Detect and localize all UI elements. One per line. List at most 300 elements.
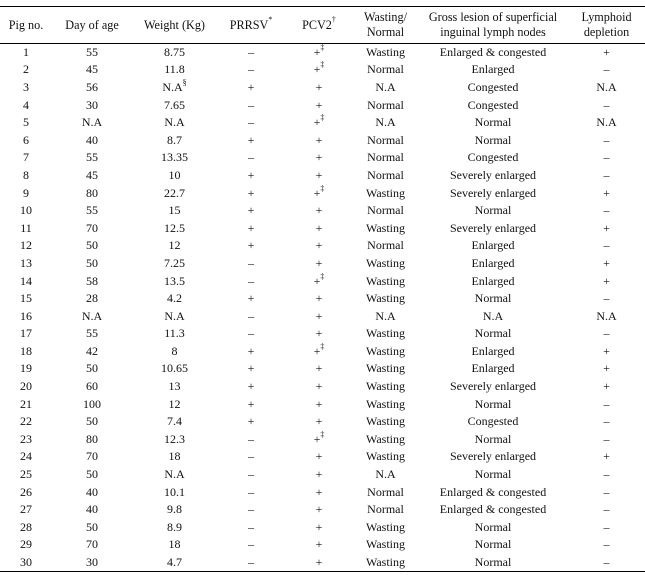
cell-lymphoid-depletion (568, 325, 645, 343)
cell-value: 50 (86, 361, 98, 376)
cell-value: 42 (86, 343, 98, 358)
cell-wasting-normal (353, 167, 418, 185)
cell-value: Wasting (365, 379, 406, 394)
cell-wasting-normal (353, 114, 418, 132)
cell-wasting-normal (353, 431, 418, 449)
cell-value: 4 (23, 97, 29, 112)
cell-value: + (315, 554, 323, 569)
cell-day-of-age (52, 184, 132, 202)
cell-value: + (603, 361, 610, 376)
cell-value: + (247, 238, 255, 253)
cell-value: + (247, 379, 255, 394)
cell-pcv2 (285, 96, 353, 114)
cell-value: 80 (86, 185, 98, 200)
cell-value: + (247, 220, 255, 235)
cell-wasting-normal (353, 554, 418, 572)
cell-value: N.A (164, 308, 185, 323)
cell-gross-lesion (418, 219, 568, 237)
table-row (0, 114, 645, 132)
cell-value: 16 (20, 308, 32, 323)
header-text: PRRSV (229, 17, 269, 32)
footnote-marker: ‡ (320, 60, 325, 70)
cell-value: – (603, 554, 610, 569)
header-wasting-normal (353, 7, 418, 44)
cell-lymphoid-depletion (568, 378, 645, 396)
cell-value: 40 (86, 502, 98, 517)
table-row (0, 96, 645, 114)
cell-wasting-normal (353, 325, 418, 343)
cell-value: + (603, 45, 610, 60)
cell-prrsv (217, 114, 285, 132)
header-prrsv (217, 7, 285, 44)
cell-value: Normal (367, 97, 404, 112)
cell-prrsv (217, 79, 285, 97)
cell-value: 23 (20, 431, 32, 446)
cell-wasting-normal (353, 448, 418, 466)
cell-wasting-normal (353, 219, 418, 237)
cell-gross-lesion (418, 272, 568, 290)
cell-weight (132, 325, 217, 343)
cell-day-of-age (52, 378, 132, 396)
cell-day-of-age (52, 413, 132, 431)
table-row (0, 307, 645, 325)
cell-wasting-normal (353, 483, 418, 501)
cell-weight (132, 184, 217, 202)
cell-value: Severely enlarged (449, 220, 537, 235)
table-row (0, 501, 645, 519)
cell-day-of-age (52, 360, 132, 378)
cell-pig-no (0, 519, 52, 537)
cell-day-of-age (52, 554, 132, 572)
cell-prrsv (217, 167, 285, 185)
cell-lymphoid-depletion (568, 131, 645, 149)
cell-value: Congested (467, 150, 519, 165)
cell-value: Normal (367, 150, 404, 165)
table-row (0, 272, 645, 290)
cell-value: Normal (367, 484, 404, 499)
cell-value: + (315, 308, 323, 323)
cell-value: 11.8 (164, 62, 185, 77)
header-row (0, 7, 645, 44)
cell-wasting-normal (353, 79, 418, 97)
cell-prrsv (217, 96, 285, 114)
table-body (0, 44, 645, 572)
cell-gross-lesion (418, 378, 568, 396)
cell-value: + (315, 79, 323, 94)
cell-value: 55 (86, 326, 98, 341)
cell-weight (132, 149, 217, 167)
cell-pig-no (0, 149, 52, 167)
cell-weight (132, 519, 217, 537)
cell-value: + (315, 220, 323, 235)
cell-value: – (603, 62, 610, 77)
cell-lymphoid-depletion (568, 343, 645, 361)
cell-day-of-age (52, 395, 132, 413)
cell-value: – (248, 115, 254, 130)
cell-gross-lesion (418, 536, 568, 554)
cell-value: 13.5 (164, 273, 185, 288)
cell-pig-no (0, 343, 52, 361)
cell-value: Enlarged (471, 255, 515, 270)
cell-value: 100 (83, 396, 101, 411)
cell-value: N.A (482, 308, 504, 323)
cell-gross-lesion (418, 167, 568, 185)
cell-day-of-age (52, 325, 132, 343)
cell-value: 22.7 (164, 185, 185, 200)
cell-value: 50 (86, 519, 98, 534)
cell-value: 70 (86, 537, 98, 552)
cell-value: – (248, 484, 254, 499)
cell-prrsv (217, 202, 285, 220)
cell-pcv2 (285, 79, 353, 97)
table-row (0, 184, 645, 202)
cell-weight (132, 483, 217, 501)
cell-value: – (248, 273, 254, 288)
cell-value: + (247, 132, 255, 147)
cell-value: + (313, 62, 321, 77)
cell-value: + (313, 115, 321, 130)
cell-value: 7.25 (164, 255, 185, 270)
cell-value: – (248, 519, 254, 534)
cell-wasting-normal (353, 343, 418, 361)
cell-pig-no (0, 431, 52, 449)
cell-value: Normal (474, 326, 512, 341)
cell-pcv2 (285, 466, 353, 484)
cell-pig-no (0, 114, 52, 132)
cell-gross-lesion (418, 61, 568, 79)
footnote-marker: ‡ (320, 271, 325, 281)
cell-pcv2 (285, 184, 353, 202)
cell-value: N.A (375, 79, 396, 94)
table-row (0, 413, 645, 431)
cell-value: Wasting (365, 396, 406, 411)
cell-value: + (247, 167, 255, 182)
cell-day-of-age (52, 343, 132, 361)
header-text: depletion (583, 25, 630, 39)
cell-value: Severely enlarged (449, 379, 537, 394)
cell-pig-no (0, 466, 52, 484)
cell-day-of-age (52, 448, 132, 466)
cell-value: – (603, 150, 610, 165)
cell-value: 12.3 (164, 431, 185, 446)
cell-value: Wasting (365, 537, 406, 552)
cell-prrsv (217, 431, 285, 449)
cell-value: + (315, 449, 323, 464)
cell-pig-no (0, 237, 52, 255)
cell-value: 25 (20, 467, 32, 482)
cell-value: 26 (20, 484, 32, 499)
cell-value: 17 (20, 326, 32, 341)
cell-lymphoid-depletion (568, 167, 645, 185)
cell-value: 50 (86, 255, 98, 270)
cell-value: 50 (86, 467, 98, 482)
cell-value: 1 (23, 45, 29, 60)
cell-prrsv (217, 255, 285, 273)
cell-weight (132, 554, 217, 572)
cell-gross-lesion (418, 202, 568, 220)
cell-pcv2 (285, 237, 353, 255)
cell-gross-lesion (418, 184, 568, 202)
cell-pcv2 (285, 413, 353, 431)
cell-value: 8.7 (167, 132, 182, 147)
cell-gross-lesion (418, 519, 568, 537)
table-row (0, 325, 645, 343)
cell-value: Congested (467, 79, 519, 94)
cell-value: 80 (86, 431, 98, 446)
cell-pig-no (0, 448, 52, 466)
cell-value: 24 (20, 449, 32, 464)
cell-value: Wasting (365, 431, 406, 446)
cell-value: + (247, 185, 255, 200)
cell-value: N.A (375, 308, 396, 323)
cell-weight (132, 272, 217, 290)
cell-weight (132, 413, 217, 431)
cell-lymphoid-depletion (568, 202, 645, 220)
cell-day-of-age (52, 79, 132, 97)
cell-value: + (315, 326, 323, 341)
cell-gross-lesion (418, 307, 568, 325)
cell-value: Enlarged & congested (439, 502, 547, 517)
cell-value: 15 (168, 203, 181, 218)
cell-value: Wasting (365, 343, 406, 358)
cell-gross-lesion (418, 466, 568, 484)
cell-value: – (603, 431, 610, 446)
cell-day-of-age (52, 431, 132, 449)
header-text: Wasting/ (363, 10, 408, 24)
cell-value: Normal (474, 537, 512, 552)
cell-lymphoid-depletion (568, 501, 645, 519)
cell-value: Severely enlarged (449, 167, 537, 182)
cell-value: + (315, 132, 323, 147)
cell-lymphoid-depletion (568, 290, 645, 308)
cell-value: – (603, 326, 610, 341)
cell-value: Congested (467, 414, 519, 429)
cell-value: – (248, 308, 254, 323)
cell-weight (132, 501, 217, 519)
cell-value: + (315, 255, 323, 270)
cell-value: Normal (474, 115, 512, 130)
cell-value: + (315, 396, 323, 411)
cell-value: – (603, 414, 610, 429)
cell-value: 55 (86, 203, 98, 218)
cell-wasting-normal (353, 255, 418, 273)
cell-pig-no (0, 219, 52, 237)
cell-value: Wasting (365, 449, 406, 464)
cell-wasting-normal (353, 413, 418, 431)
cell-day-of-age (52, 114, 132, 132)
cell-prrsv (217, 325, 285, 343)
cell-value: 50 (86, 238, 98, 253)
table-row (0, 131, 645, 149)
cell-pcv2 (285, 219, 353, 237)
header-weight (132, 7, 217, 44)
cell-value: Wasting (365, 326, 406, 341)
table-row (0, 219, 645, 237)
cell-lymphoid-depletion (568, 307, 645, 325)
cell-value: + (315, 414, 323, 429)
cell-pcv2 (285, 167, 353, 185)
cell-weight (132, 343, 217, 361)
cell-value: + (603, 379, 610, 394)
cell-day-of-age (52, 307, 132, 325)
footnote-marker: † (331, 15, 336, 25)
cell-pig-no (0, 184, 52, 202)
cell-value: 50 (86, 414, 98, 429)
cell-pig-no (0, 44, 52, 62)
cell-pig-no (0, 272, 52, 290)
table-row (0, 79, 645, 97)
cell-day-of-age (52, 466, 132, 484)
cell-value: – (603, 238, 610, 253)
table-row (0, 237, 645, 255)
cell-value: – (603, 502, 610, 517)
cell-lymphoid-depletion (568, 44, 645, 62)
cell-value: 13 (20, 255, 32, 270)
cell-value: + (247, 343, 255, 358)
header-day-of-age (52, 7, 132, 44)
cell-wasting-normal (353, 184, 418, 202)
cell-prrsv (217, 219, 285, 237)
cell-prrsv (217, 466, 285, 484)
table-row (0, 536, 645, 554)
cell-value: 8.75 (164, 45, 185, 60)
cell-value: 12 (168, 396, 181, 411)
cell-value: – (603, 203, 610, 218)
cell-wasting-normal (353, 501, 418, 519)
cell-lymphoid-depletion (568, 448, 645, 466)
cell-weight (132, 431, 217, 449)
cell-day-of-age (52, 536, 132, 554)
cell-gross-lesion (418, 114, 568, 132)
cell-pcv2 (285, 431, 353, 449)
cell-value: + (315, 379, 323, 394)
table-row (0, 448, 645, 466)
cell-lymphoid-depletion (568, 149, 645, 167)
cell-weight (132, 448, 217, 466)
cell-pcv2 (285, 44, 353, 62)
cell-wasting-normal (353, 466, 418, 484)
cell-value: Wasting (365, 45, 406, 60)
cell-value: N.A (164, 115, 185, 130)
cell-weight (132, 255, 217, 273)
cell-pcv2 (285, 290, 353, 308)
cell-value: + (603, 255, 610, 270)
cell-value: 18 (168, 449, 181, 464)
cell-pig-no (0, 536, 52, 554)
cell-value: Wasting (365, 361, 406, 376)
cell-value: Wasting (365, 255, 406, 270)
cell-lymphoid-depletion (568, 413, 645, 431)
cell-lymphoid-depletion (568, 536, 645, 554)
cell-pcv2 (285, 61, 353, 79)
cell-prrsv (217, 483, 285, 501)
cell-value: 18 (168, 537, 181, 552)
table-row (0, 519, 645, 537)
cell-prrsv (217, 237, 285, 255)
cell-value: 70 (86, 449, 98, 464)
cell-value: Normal (367, 203, 404, 218)
cell-gross-lesion (418, 554, 568, 572)
cell-value: N.A (162, 79, 183, 94)
cell-value: 4.2 (167, 291, 182, 306)
cell-gross-lesion (418, 44, 568, 62)
cell-value: + (315, 167, 323, 182)
cell-day-of-age (52, 501, 132, 519)
cell-value: Enlarged (471, 343, 515, 358)
cell-weight (132, 219, 217, 237)
cell-value: – (603, 132, 610, 147)
cell-prrsv (217, 61, 285, 79)
cell-gross-lesion (418, 237, 568, 255)
cell-prrsv (217, 184, 285, 202)
cell-pcv2 (285, 483, 353, 501)
cell-value: 30 (86, 554, 98, 569)
cell-day-of-age (52, 255, 132, 273)
cell-value: 7.4 (167, 414, 182, 429)
cell-day-of-age (52, 237, 132, 255)
cell-wasting-normal (353, 307, 418, 325)
cell-value: 11 (20, 220, 32, 235)
cell-value: Wasting (365, 414, 406, 429)
cell-gross-lesion (418, 343, 568, 361)
cell-weight (132, 395, 217, 413)
cell-value: N.A (596, 308, 617, 323)
cell-value: + (247, 291, 255, 306)
cell-value: 10.1 (164, 484, 185, 499)
footnote-marker: ‡ (320, 429, 325, 439)
cell-prrsv (217, 413, 285, 431)
cell-prrsv (217, 272, 285, 290)
cell-value: 9 (23, 185, 29, 200)
pig-data-table (0, 6, 645, 572)
header-text: inguinal lymph nodes (440, 25, 546, 39)
cell-day-of-age (52, 61, 132, 79)
cell-pcv2 (285, 448, 353, 466)
cell-lymphoid-depletion (568, 360, 645, 378)
table-row (0, 255, 645, 273)
cell-lymphoid-depletion (568, 184, 645, 202)
cell-value: 3 (23, 79, 29, 94)
table-row (0, 554, 645, 572)
cell-value: 55 (86, 45, 98, 60)
cell-gross-lesion (418, 131, 568, 149)
cell-weight (132, 536, 217, 554)
cell-value: Enlarged & congested (439, 484, 547, 499)
cell-value: – (248, 449, 254, 464)
cell-pcv2 (285, 536, 353, 554)
cell-prrsv (217, 501, 285, 519)
cell-day-of-age (52, 96, 132, 114)
cell-value: Wasting (365, 519, 406, 534)
cell-value: 14 (20, 273, 32, 288)
footnote-marker: ‡ (320, 341, 325, 351)
cell-pcv2 (285, 343, 353, 361)
cell-value: – (248, 45, 254, 60)
cell-value: Normal (474, 203, 512, 218)
cell-pig-no (0, 554, 52, 572)
header-gross-lesion (418, 7, 568, 44)
cell-value: 40 (86, 484, 98, 499)
cell-value: 28 (86, 291, 98, 306)
cell-gross-lesion (418, 448, 568, 466)
cell-value: – (603, 291, 610, 306)
cell-lymphoid-depletion (568, 219, 645, 237)
cell-pcv2 (285, 131, 353, 149)
cell-value: Enlarged & congested (439, 45, 547, 60)
cell-pig-no (0, 501, 52, 519)
cell-prrsv (217, 343, 285, 361)
cell-value: 8 (171, 343, 178, 358)
